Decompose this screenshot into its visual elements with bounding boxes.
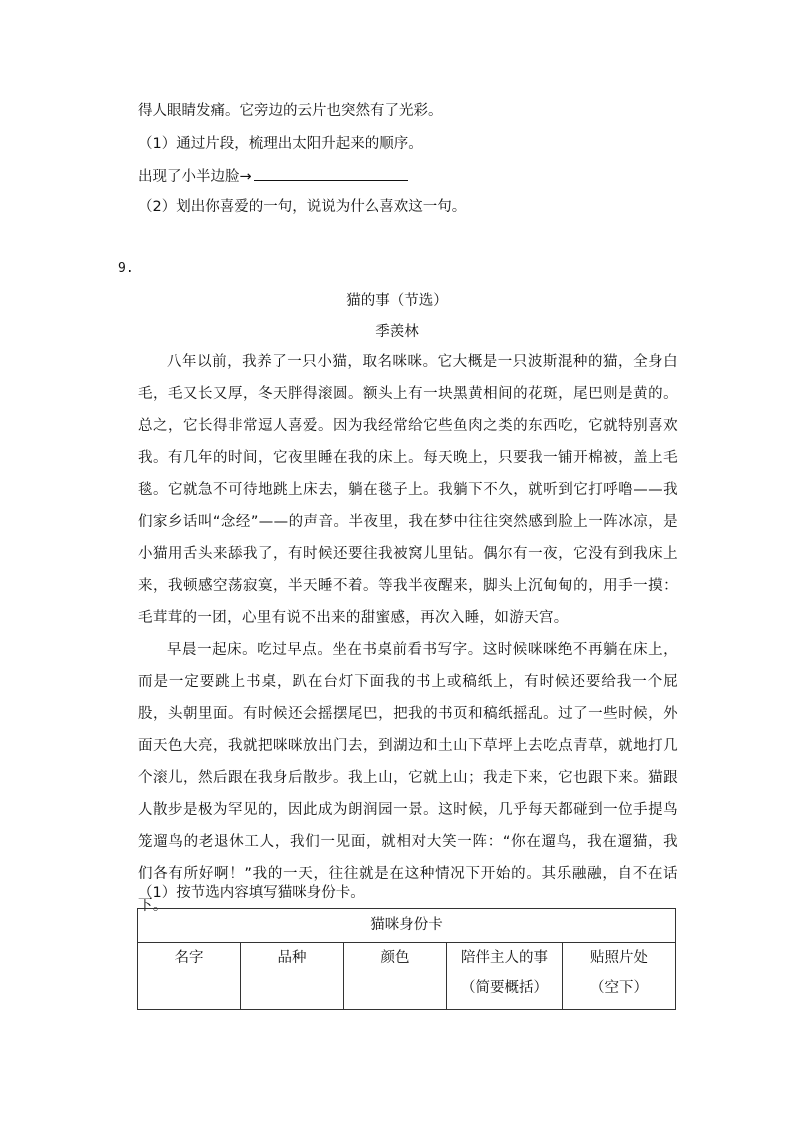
paragraph-2: 早晨一起床。吃过早点。坐在书桌前看书写字。这时候咪咪绝不再躺在床上，而是一定要跳上书桌，趴在台灯下面我的书上或稿纸上，有时候还要给我一个屁股，头朝里面。有时候还会摇摆尾巴，把我的书页和稿纸摇乱。过了一些时候，外面天色大亮，我就把咪咪放出门去，到湖边和土山下草坪上去吃点青草，就地打几个滚儿，然后跟在我身后散步。我上山，它就上山；我走下来，它也跟下来。猫跟人散步是极为罕见的，因此成为朗润园一景。这时候，几乎每天都碰到一位手提鸟笼遛鸟的老退休工人，我们一见面，就相对大笑一阵：“你在遛鸟，我在遛猫，我们各有所好啊！”我的一天，往往就是在这种情况下开始的。其乐融融，自不在话下。 xyxy=(138,642,678,914)
passage-body xyxy=(138,346,678,922)
passage-text-line: 得人眼睛发痛。它旁边的云片也突然有了光彩。 xyxy=(138,103,443,119)
answer-line xyxy=(138,165,408,187)
col-breed[interactable]: 品种 xyxy=(241,943,344,1010)
col-color[interactable]: 颜色 xyxy=(344,943,447,1010)
question-2: （2）划出你喜爱的一句，说说为什么喜欢这一句。 xyxy=(138,199,467,215)
passage-author: 季羡林 xyxy=(375,324,419,340)
sub-question-1: （1）按节选内容填写猫咪身份卡。 xyxy=(138,885,365,901)
cat-id-card-table xyxy=(137,908,676,1010)
col-deeds[interactable]: 陪伴主人的事（简要概括） xyxy=(447,943,563,1010)
col-photo-line1: 贴照片处 xyxy=(590,950,649,966)
col-photo[interactable] xyxy=(563,943,676,1010)
question-1: （1）通过片段，梳理出太阳升起来的顺序。 xyxy=(138,136,423,152)
paragraph-1: 八年以前，我养了一只小猫，取名咪咪。它大概是一只波斯混种的猫，全身白毛，毛又长又厚，冬天胖得滚圆。额头上有一块黑黄相间的花斑，尾巴则是黄的。总之，它长得非常逗人喜爱。因为我经常给它些鱼肉之类的东西吃，它就特别喜欢我。有几年的时间，它夜里睡在我的床上。每天晚上，只要我一铺开棉被，盖上毛毯。它就急不可待地跳上床去，躺在毯子上。我躺下不久，就听到它打呼噜——我们家乡话叫“念经”——的声音。半夜里，我在梦中往往突然感到脸上一阵冰凉，是小猫用舌头来舔我了，有时候还要往我被窝儿里钻。偶尔有一夜，它没有到我床上来，我顿感空荡寂寞，半天睡不着。等我半夜醒来，脚头上沉甸甸的，用手一摸：毛茸茸的一团，心里有说不出来的甜蜜感，再次入睡，如游天宫。 xyxy=(138,354,678,626)
col-name[interactable]: 名字 xyxy=(138,943,241,1010)
col-photo-line2: （空下） xyxy=(590,980,649,996)
card-title: 猫咪身份卡 xyxy=(138,909,676,943)
answer-blank[interactable] xyxy=(254,165,408,181)
question-number: 9. xyxy=(118,261,134,276)
passage-title: 猫的事（节选） xyxy=(346,293,448,309)
answer-prefix: 出现了小半边脸→ xyxy=(138,169,252,185)
